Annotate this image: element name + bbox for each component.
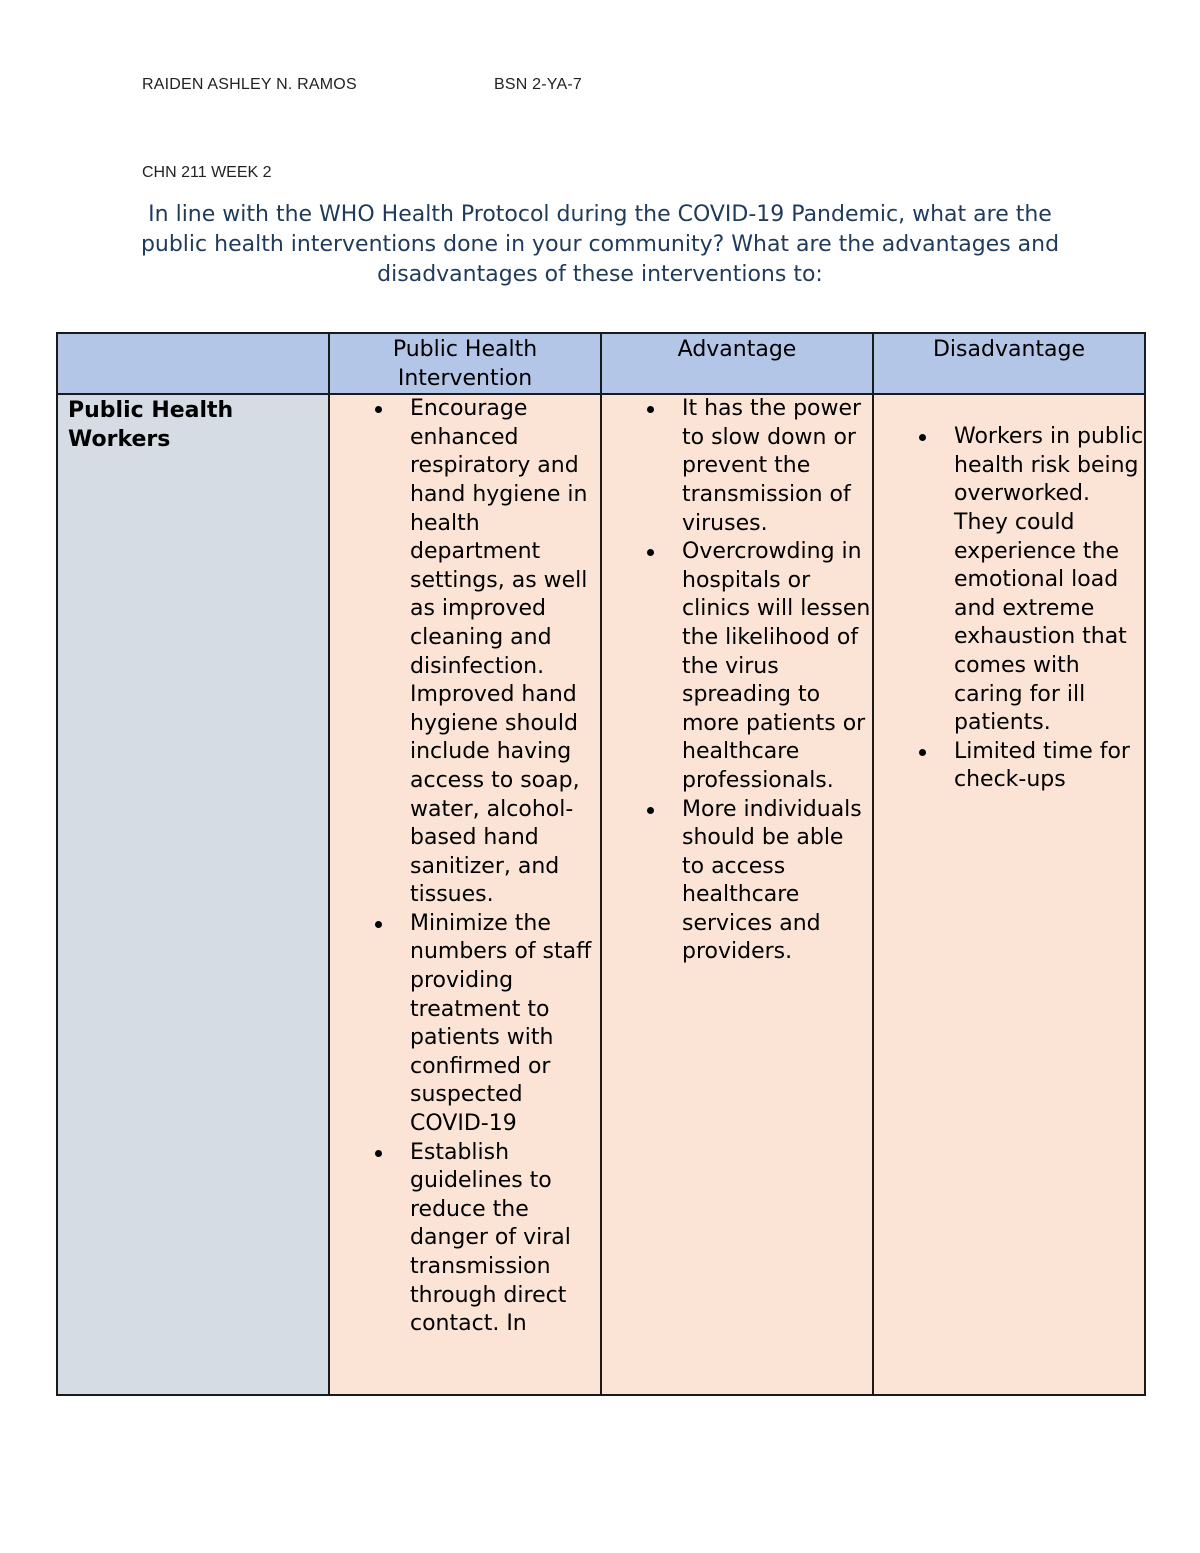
header-cell-advantage: Advantage [601, 333, 873, 394]
list-item: More individuals should be able to access healthcare services and providers. [682, 796, 872, 968]
intervention-list [330, 395, 600, 1339]
assignment-question: In line with the WHO Health Protocol during the COVID-19 Pandemic, what are the public health interventions done in your community? What are the advantages and disadvantages of these interventions to: [140, 202, 1060, 287]
list-item: Limited time for check-ups [954, 738, 1144, 795]
disadvantage-list [874, 395, 1144, 795]
course-title: CHN 211 WEEK 2 [142, 164, 272, 181]
student-section: BSN 2-YA-7 [494, 76, 582, 93]
list-item: Establish guidelines to reduce the danger of viral transmission through direct contact. In [410, 1139, 600, 1339]
advantage-list [602, 395, 872, 967]
header-cell-disadvantage: Disadvantage [873, 333, 1145, 394]
list-item: Encourage enhanced respiratory and hand hygiene in health department settings, as well as improved cleaning and disinfection. Improved hand hygiene should include having access to soap, water, alcohol-based hand sanitizer, and tissues. [410, 395, 600, 910]
list-item: Minimize the numbers of staff providing treatment to patients with confirmed or suspected COVID-19 [410, 910, 600, 1139]
list-item: It has the power to slow down or prevent the transmission of viruses. [682, 395, 872, 538]
interventions-table [56, 332, 1146, 1396]
table-row [57, 394, 1145, 1395]
advantage-cell [601, 394, 873, 1395]
header-cell-intervention: Public Health Intervention [329, 333, 601, 394]
table-header-row [57, 333, 1145, 394]
list-item: Workers in public health risk being overworked. They could experience the emotional load and extreme exhaustion that comes with caring for ill patients. [954, 423, 1144, 738]
disadvantage-cell [873, 394, 1145, 1395]
row-label: Public Health Workers [57, 394, 329, 1395]
student-name: RAIDEN ASHLEY N. RAMOS [142, 76, 357, 93]
header-cell-empty [57, 333, 329, 394]
list-item: Overcrowding in hospitals or clinics will lessen the likelihood of the virus spreading to more patients or healthcare professionals. [682, 538, 872, 795]
intervention-cell [329, 394, 601, 1395]
